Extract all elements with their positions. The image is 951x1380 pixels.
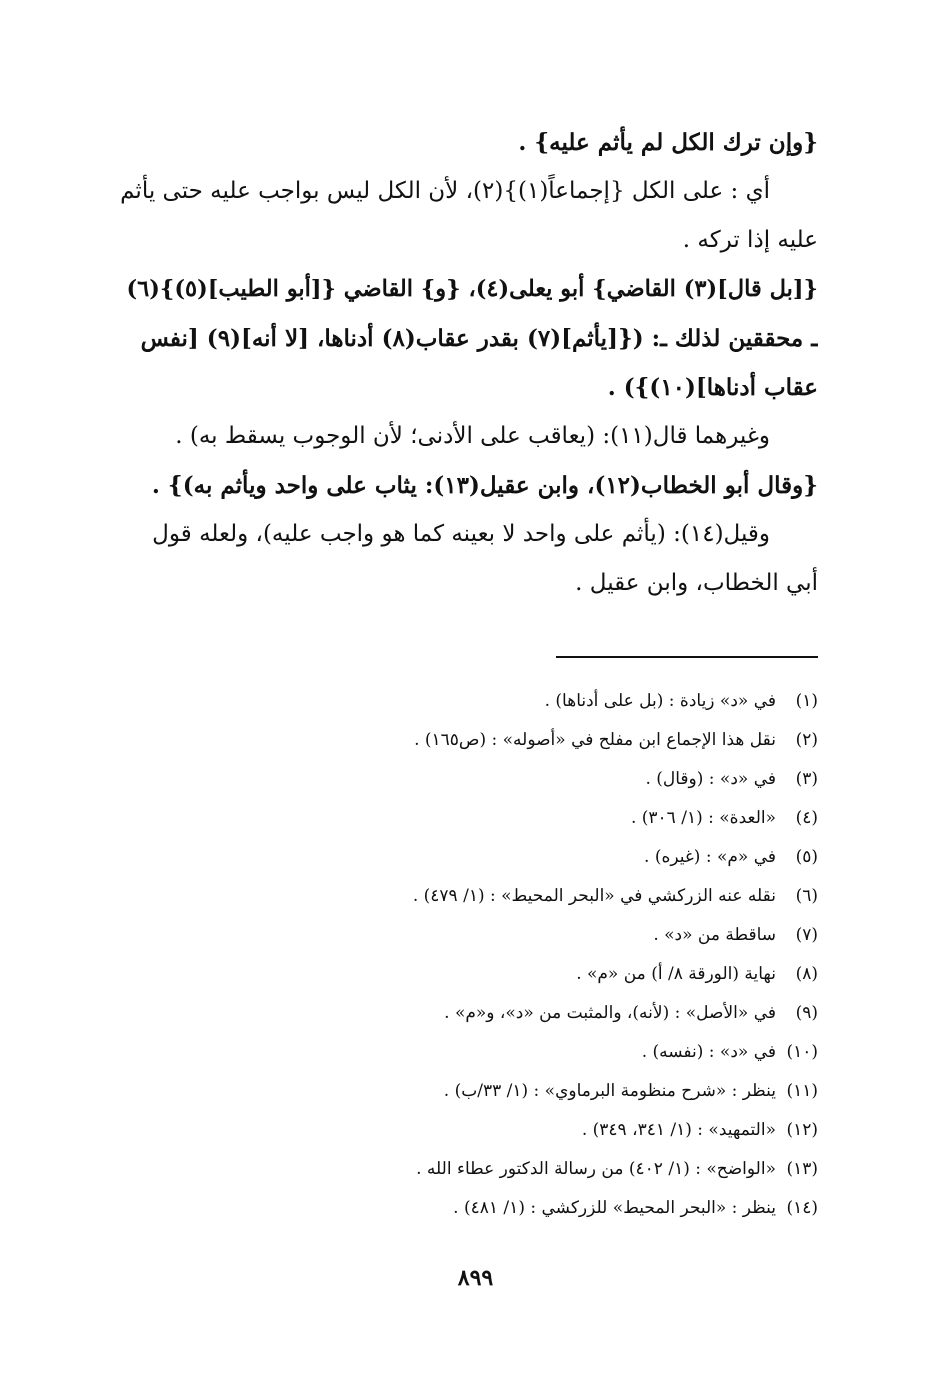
footnote-text: ينظر : «البحر المحيط» للزركشي : (١/ ٤٨١) . bbox=[453, 1198, 776, 1218]
main-line: وقيل(١٤): (يأثم على واحد لا بعينه كما هو واجب عليه)، ولعله قول bbox=[152, 521, 770, 547]
main-line: أي : على الكل {إجماعاً(١)}(٢)، لأن الكل ليس بواجب عليه حتى يأثم bbox=[120, 178, 770, 204]
footnote-number: (٧) bbox=[795, 925, 818, 945]
footnote-number: (٢) bbox=[795, 730, 818, 750]
main-line: {وقال أبو الخطاب(١٢)، وابن عقيل(١٣): يثاب على واحد ويأثم به)} . bbox=[151, 472, 818, 499]
footnote-number: (١٠) bbox=[786, 1042, 818, 1062]
main-line: ـ محققين لذلك ـ: ({[يأثم](٧) بقدر عقاب(٨) أدناها، [لا أنه](٩) [نفس bbox=[140, 325, 818, 352]
footnote-number: (١١) bbox=[786, 1081, 818, 1101]
main-line: وغيرهما قال(١١): (يعاقب على الأدنى؛ لأن الوجوب يسقط به) . bbox=[175, 423, 770, 449]
footnote bbox=[200, 877, 818, 916]
footnote-number: (٤) bbox=[795, 808, 818, 828]
footnote-number: (١) bbox=[795, 691, 818, 711]
footnote-number: (١٢) bbox=[786, 1120, 818, 1140]
footnote-text: في «د» : (وقال) . bbox=[645, 769, 776, 789]
footnote bbox=[200, 1150, 818, 1189]
footnote-text: في «الأصل» : (لأنه)، والمثبت من «د»، و«م» . bbox=[444, 1003, 776, 1023]
footnote bbox=[200, 838, 818, 877]
footnote-number: (١٣) bbox=[786, 1159, 818, 1179]
footnote-number: (٦) bbox=[795, 886, 818, 906]
footnotes bbox=[200, 682, 818, 1228]
footnote-text: نقله عنه الزركشي في «البحر المحيط» : (١/ ٤٧٩) . bbox=[412, 886, 776, 906]
footnote-text: ساقطة من «د» . bbox=[653, 925, 776, 945]
footnote-text: نهاية (الورقة ٨/ أ) من «م» . bbox=[576, 964, 776, 984]
footnote-text: في «م» : (غيره) . bbox=[644, 847, 776, 867]
footnote-text: ينظر : «شرح منظومة البرماوي» : (١/ ٣٣/ب) . bbox=[443, 1081, 776, 1101]
footnote bbox=[200, 799, 818, 838]
main-text bbox=[112, 118, 818, 608]
footnote bbox=[200, 682, 818, 721]
footnote-text: «الواضح» : (١/ ٤٠٢) من رسالة الدكتور عطاء الله . bbox=[416, 1159, 776, 1179]
footnote-text: في «د» : (نفسه) . bbox=[641, 1042, 776, 1062]
footnote bbox=[200, 760, 818, 799]
main-line: عقاب أدناها](١٠)}) . bbox=[607, 374, 818, 401]
footnote-text: نقل هذا الإجماع ابن مفلح في «أصوله» : (ص١٦٥) . bbox=[414, 730, 776, 750]
footnote bbox=[200, 721, 818, 760]
footnote bbox=[200, 1189, 818, 1228]
footnote-number: (٣) bbox=[795, 769, 818, 789]
main-line: أبي الخطاب، وابن عقيل . bbox=[575, 570, 818, 596]
footnote bbox=[200, 994, 818, 1033]
footnote bbox=[200, 1111, 818, 1150]
footnote bbox=[200, 955, 818, 994]
footnote-number: (٨) bbox=[795, 964, 818, 984]
footnote-text: «العدة» : (١/ ٣٠٦) . bbox=[630, 808, 776, 828]
main-line: {وإن ترك الكل لم يأثم عليه} . bbox=[518, 129, 818, 156]
footnote-text: في «د» زيادة : (بل على أدناها) . bbox=[544, 691, 776, 711]
main-line: عليه إذا تركه . bbox=[682, 227, 818, 253]
page-number: ٨٩٩ bbox=[457, 1265, 494, 1291]
footnote bbox=[200, 916, 818, 955]
footnote bbox=[200, 1072, 818, 1111]
main-line: {[بل قال](٣) القاضي} أبو يعلى(٤)، {و} القاضي {[أبو الطيب](٥)}(٦) bbox=[126, 276, 818, 302]
footnote bbox=[200, 1033, 818, 1072]
footnote-text: «التمهيد» : (١/ ٣٤١، ٣٤٩) . bbox=[581, 1120, 776, 1140]
footnote-number: (٩) bbox=[795, 1003, 818, 1023]
footnote-number: (١٤) bbox=[786, 1198, 818, 1218]
footnote-number: (٥) bbox=[795, 847, 818, 867]
footnote-separator bbox=[556, 656, 818, 658]
